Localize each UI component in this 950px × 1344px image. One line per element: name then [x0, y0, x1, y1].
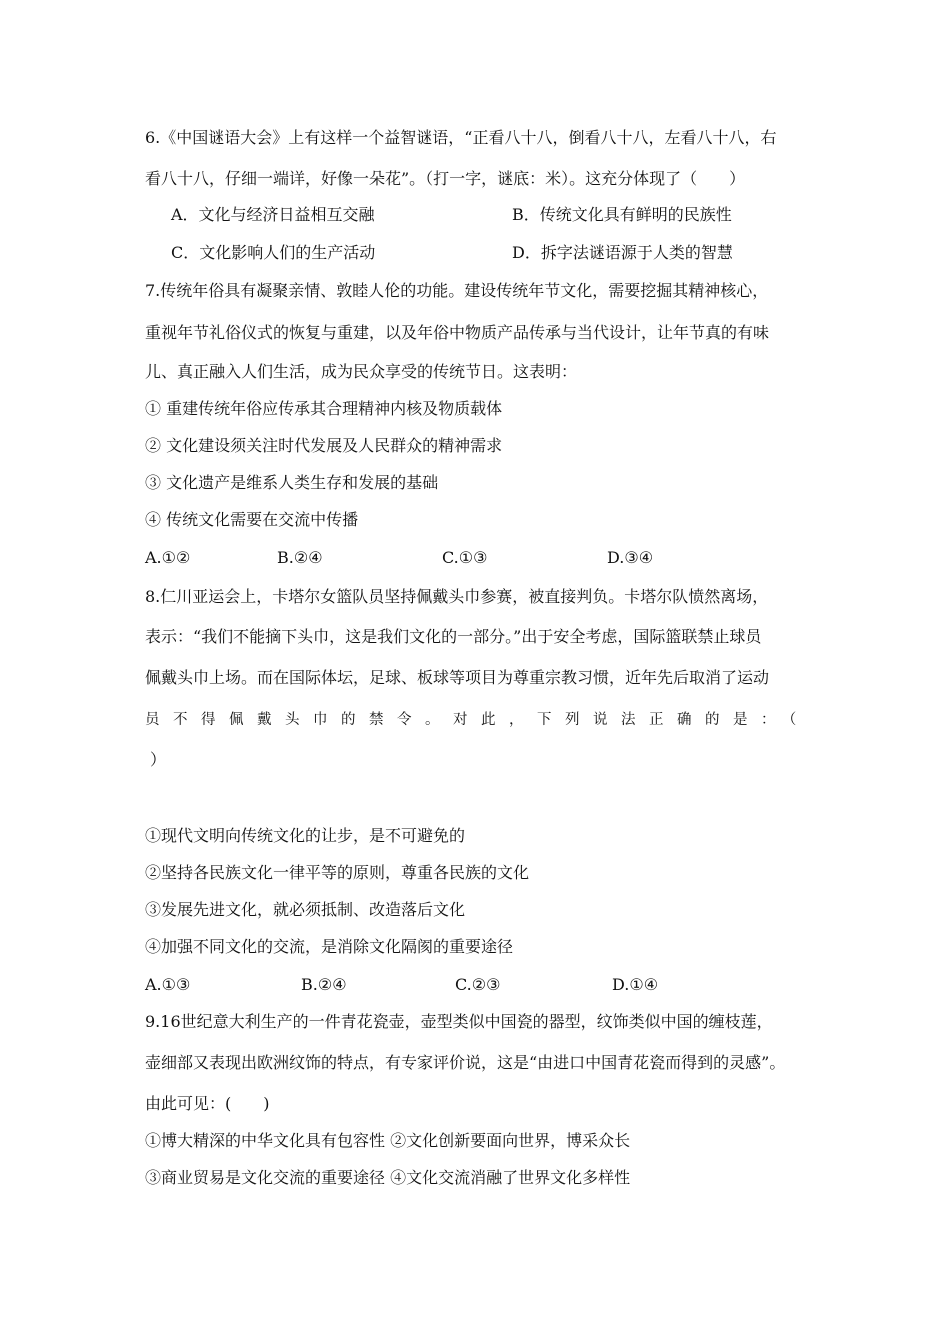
q7-statement-2: ② 文化建设须关注时代发展及人民群众的精神需求: [145, 436, 503, 455]
q8-option-d: D.①④: [612, 975, 659, 994]
q7-statement-4: ④ 传统文化需要在交流中传播: [145, 510, 359, 529]
q6-option-a: A．文化与经济日益相互交融: [171, 205, 375, 224]
q7-option-b: B.②④: [277, 548, 323, 567]
q8-statement-1: ①现代文明向传统文化的让步，是不可避免的: [145, 826, 466, 845]
q6-stem-line-1: 6.《中国谜语大会》上有这样一个益智谜语，“正看八十八，倒看八十八，左看八十八，右: [145, 128, 777, 147]
q8-stem-line-2: 表示：“我们不能摘下头巾，这是我们文化的一部分。”出于安全考虑，国际篮联禁止球员: [145, 627, 762, 646]
q7-option-d: D.③④: [607, 548, 654, 567]
q8-stem-line-1: 8.仁川亚运会上，卡塔尔女篮队员坚持佩戴头巾参赛，被直接判负。卡塔尔队愤然离场，: [145, 587, 769, 606]
q8-stem-line-3: 佩戴头巾上场。而在国际体坛，足球、板球等项目为尊重宗教习惯，近年先后取消了运动: [145, 668, 770, 687]
q9-stem-line-3: 由此可见：( ): [145, 1094, 270, 1113]
q8-stem-line-5: ）: [150, 750, 167, 769]
q6-option-d: D．拆字法谜语源于人类的智慧: [512, 243, 733, 262]
q7-stem-line-3: 儿、真正融入人们生活，成为民众享受的传统节日。这表明：: [145, 362, 578, 381]
q7-stem-line-1: 7.传统年俗具有凝聚亲情、敦睦人伦的功能。建设传统年节文化，需要挖掘其精神核心，: [145, 281, 769, 300]
q8-option-c: C.②③: [455, 975, 501, 994]
q7-option-c: C.①③: [442, 548, 488, 567]
q8-statement-2: ②坚持各民族文化一律平等的原则，尊重各民族的文化: [145, 863, 530, 882]
q7-statement-3: ③ 文化遗产是维系人类生存和发展的基础: [145, 473, 439, 492]
q8-statement-4: ④加强不同文化的交流，是消除文化隔阂的重要途径: [145, 937, 514, 956]
q7-statement-1: ① 重建传统年俗应传承其合理精神内核及物质载体: [145, 399, 503, 418]
q8-statement-3: ③发展先进文化，就必须抵制、改造落后文化: [145, 900, 466, 919]
q8-option-a: A.①③: [145, 975, 191, 994]
q6-option-c: C．文化影响人们的生产活动: [171, 243, 376, 262]
q7-stem-line-2: 重视年节礼俗仪式的恢复与重建，以及年俗中物质产品传承与当代设计，让年节真的有味: [145, 323, 770, 342]
q6-stem-line-2: 看八十八，仔细一端详，好像一朵花”。（打一字，谜底：米）。这充分体现了（ ）: [145, 169, 746, 188]
q9-stem-line-2: 壶细部又表现出欧洲纹饰的特点，有专家评价说，这是“由进口中国青花瓷而得到的灵感”。: [145, 1053, 786, 1072]
q9-statement-1-2: ①博大精深的中华文化具有包容性 ②文化创新要面向世界，博采众长: [145, 1131, 631, 1150]
q8-option-b: B.②④: [301, 975, 347, 994]
q8-stem-line-4: 员不得佩戴头巾的禁令。对此，下列说法正确的是：（: [145, 712, 810, 728]
q6-option-b: B．传统文化具有鲜明的民族性: [512, 205, 732, 224]
q7-option-a: A.①②: [145, 548, 191, 567]
q9-stem-line-1: 9.16世纪意大利生产的一件青花瓷壶，壶型类似中国瓷的器型，纹饰类似中国的缠枝莲，: [145, 1012, 773, 1031]
q9-statement-3-4: ③商业贸易是文化交流的重要途径 ④文化交流消融了世界文化多样性: [145, 1168, 631, 1187]
